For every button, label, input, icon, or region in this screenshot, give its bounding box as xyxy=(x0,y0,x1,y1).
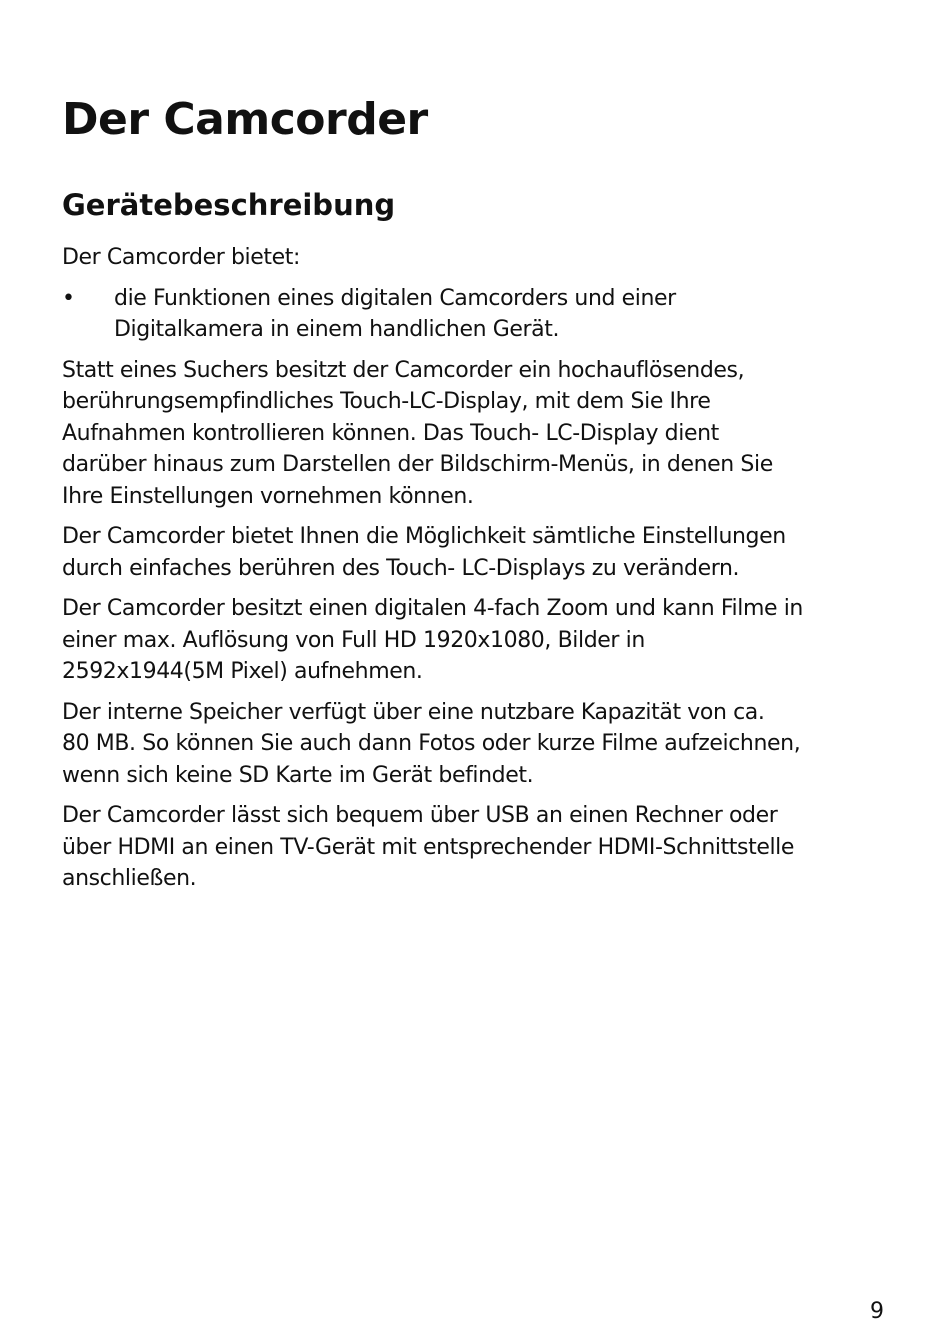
page-title: Der Camcorder xyxy=(62,94,428,145)
text-line: Aufnahmen kontrollieren können. Das Touch- LC-Display dient xyxy=(62,420,719,446)
text-line: über HDMI an einen TV-Gerät mit entsprechender HDMI-Schnittstelle xyxy=(62,834,795,860)
paragraph-zoom xyxy=(62,593,888,688)
text-line: 80 MB. So können Sie auch dann Fotos oder kurze Filme aufzeichnen, xyxy=(62,731,801,756)
bullet-item xyxy=(62,283,888,346)
text-line: Der interne Speicher verfügt über eine nutzbare Kapazität von ca. xyxy=(62,699,765,725)
section-heading: Gerätebeschreibung xyxy=(62,188,396,222)
bullet-marker: • xyxy=(62,285,75,311)
text-line: durch einfaches berühren des Touch- LC-Displays zu verändern. xyxy=(62,555,740,581)
text-line: Ihre Einstellungen vornehmen können. xyxy=(62,483,474,509)
body-text xyxy=(62,242,888,904)
intro-paragraph: Der Camcorder bietet: xyxy=(62,245,300,270)
text-line: darüber hinaus zum Darstellen der Bildschirm-Menüs, in denen Sie xyxy=(62,452,773,477)
text-line: Der Camcorder besitzt einen digitalen 4-fach Zoom und kann Filme in xyxy=(62,596,803,621)
bullet-line: Digitalkamera in einem handlichen Gerät. xyxy=(114,317,560,342)
paragraph-memory xyxy=(62,697,888,792)
page-number: 9 xyxy=(870,1299,884,1324)
text-line: wenn sich keine SD Karte im Gerät befindet. xyxy=(62,762,534,788)
paragraph-touch-display xyxy=(62,355,888,513)
text-line: Der Camcorder lässt sich bequem über USB an einen Rechner oder xyxy=(62,803,778,828)
text-line: Statt eines Suchers besitzt der Camcorder ein hochauflösendes, xyxy=(62,357,745,383)
paragraph-settings xyxy=(62,521,888,584)
bullet-line: die Funktionen eines digitalen Camcorders und einer xyxy=(114,285,676,311)
text-line: einer max. Auflösung von Full HD 1920x1080, Bilder in xyxy=(62,627,645,653)
paragraph-connection xyxy=(62,800,888,895)
text-line: anschließen. xyxy=(62,866,197,891)
text-line: Der Camcorder bietet Ihnen die Möglichkeit sämtliche Einstellungen xyxy=(62,524,786,549)
bullet-text xyxy=(114,283,888,346)
text-line: berührungsempfindliches Touch-LC-Display, mit dem Sie Ihre xyxy=(62,389,711,414)
text-line: 2592x1944(5M Pixel) aufnehmen. xyxy=(62,659,423,684)
